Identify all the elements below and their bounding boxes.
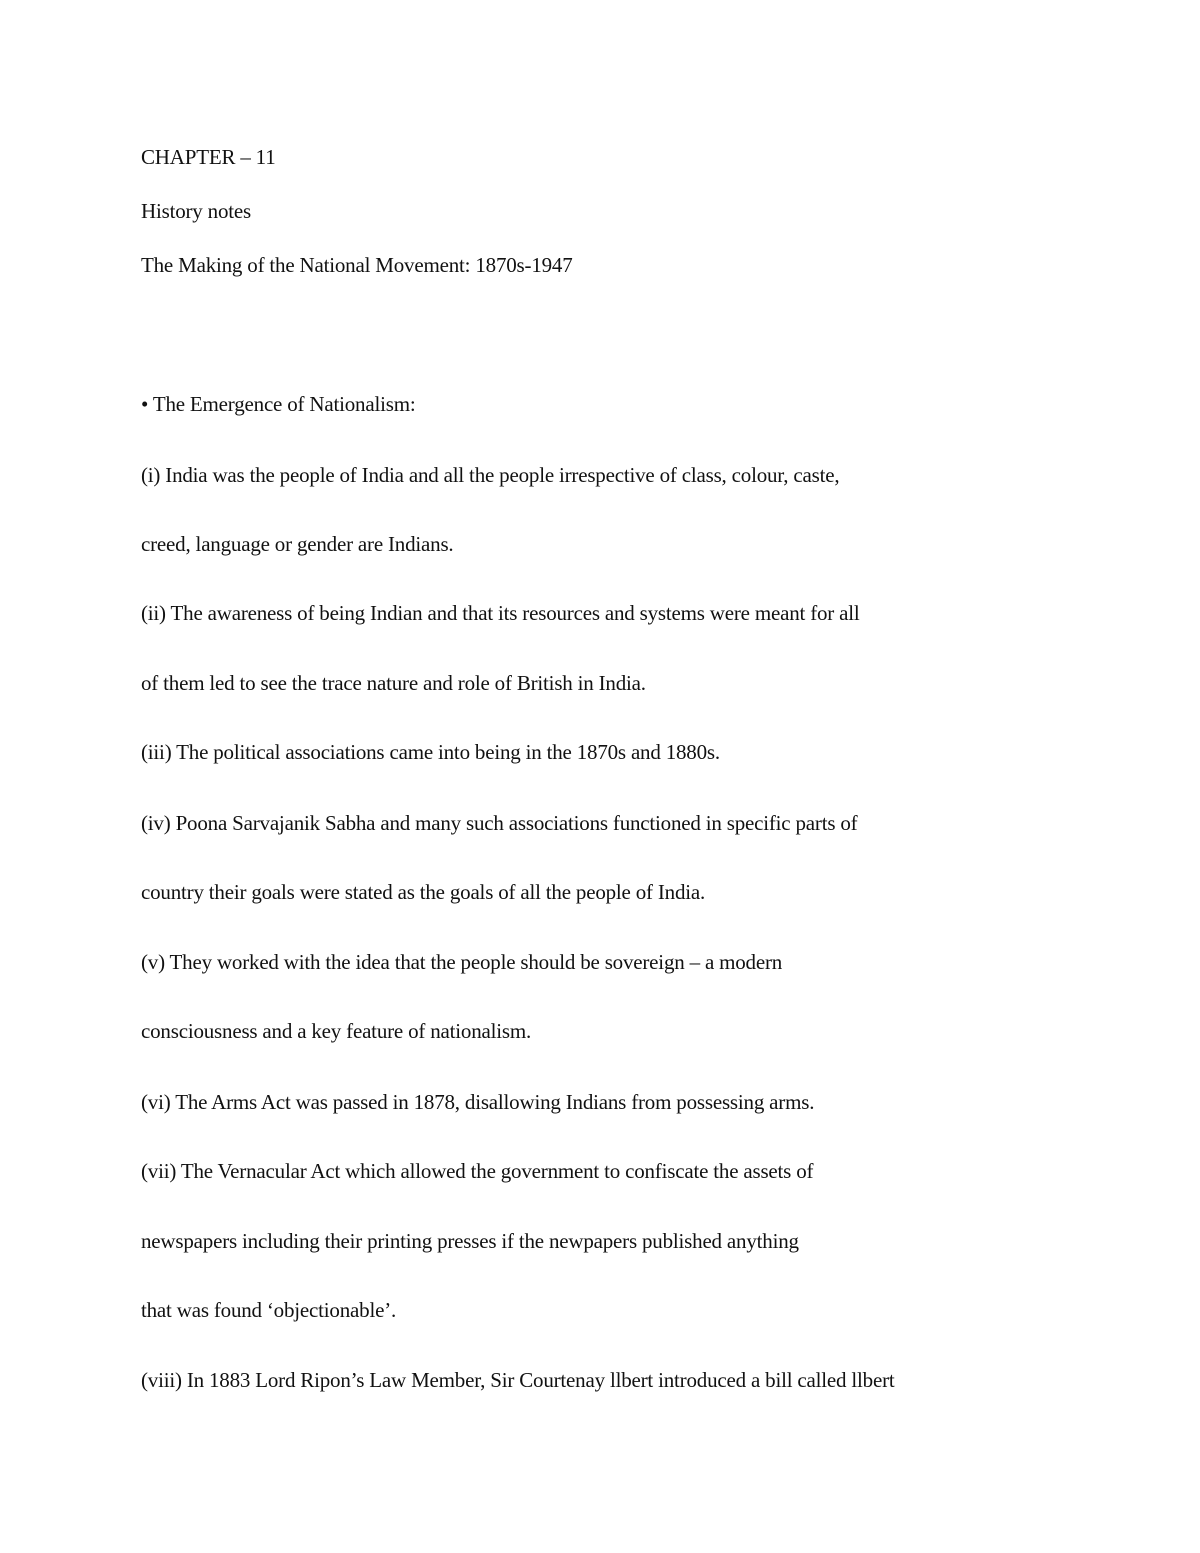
text-line: (vii) The Vernacular Act which allowed the government to confiscate the assets of (141, 1159, 814, 1183)
text-line: that was found ‘objectionable’. (141, 1298, 397, 1322)
text-line: (v) They worked with the idea that the people should be sovereign – a modern (141, 950, 783, 974)
text-line: of them led to see the trace nature and role of British in India. (141, 671, 646, 695)
text-line: (vi) The Arms Act was passed in 1878, disallowing Indians from possessing arms. (141, 1090, 815, 1114)
subtitle: History notes (141, 199, 251, 223)
text-line: (iii) The political associations came into being in the 1870s and 1880s. (141, 740, 720, 764)
text-line: consciousness and a key feature of nationalism. (141, 1019, 532, 1043)
text-line: country their goals were stated as the goals of all the people of India. (141, 880, 706, 904)
text-line: newspapers including their printing presses if the newpapers published anything (141, 1229, 799, 1253)
text-line: (viii) In 1883 Lord Ripon’s Law Member, Sir Courtenay llbert introduced a bill called llbert (141, 1368, 895, 1392)
text-line: (ii) The awareness of being Indian and that its resources and systems were meant for all (141, 601, 860, 625)
text-line: (i) India was the people of India and all the people irrespective of class, colour, caste, (141, 463, 840, 487)
text-line: creed, language or gender are Indians. (141, 532, 454, 556)
section-heading: • The Emergence of Nationalism: (141, 392, 416, 416)
document-title: The Making of the National Movement: 1870s-1947 (141, 253, 573, 277)
text-line: (iv) Poona Sarvajanik Sabha and many such associations functioned in specific parts of (141, 811, 858, 835)
chapter-heading: CHAPTER – 11 (141, 145, 276, 169)
